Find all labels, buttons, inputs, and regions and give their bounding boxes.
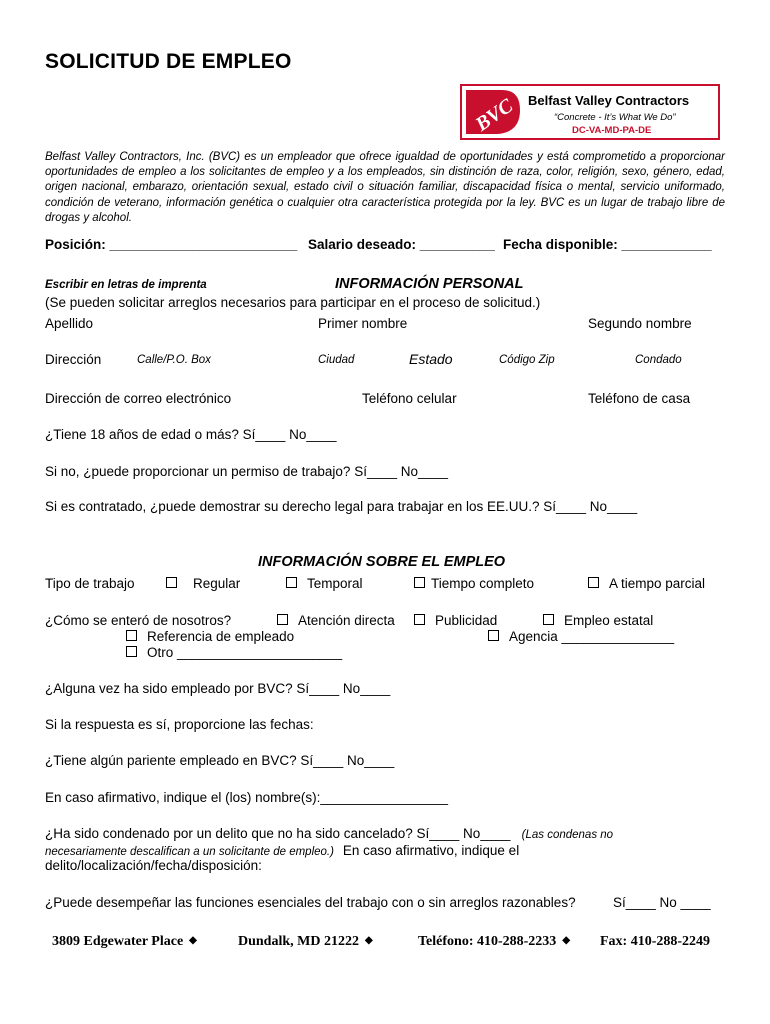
first-name-field[interactable]: Primer nombre bbox=[318, 316, 408, 331]
diamond-icon: ◆ bbox=[189, 935, 197, 946]
source-advertising[interactable] bbox=[414, 613, 497, 628]
footer-city-text: Dundalk, MD 21222 bbox=[238, 934, 359, 949]
advertising-label: Publicidad bbox=[435, 613, 498, 628]
referral-label: Referencia de empleado bbox=[147, 629, 295, 644]
conviction-details-field[interactable]: delito/localización/fecha/disposición: bbox=[45, 858, 262, 873]
checkbox-icon[interactable] bbox=[286, 577, 297, 588]
diamond-icon: ◆ bbox=[364, 935, 373, 946]
footer-fax: Fax: 410-288-2249 bbox=[600, 934, 711, 949]
street-field[interactable]: Calle/P.O. Box bbox=[137, 354, 211, 366]
conviction-tail: En caso afirmativo, indique el bbox=[342, 843, 520, 858]
source-agency[interactable] bbox=[488, 629, 674, 644]
relative-question[interactable]: ¿Tiene algún pariente empleado en BVC? Sí____ No____ bbox=[45, 753, 395, 768]
source-direct[interactable] bbox=[277, 613, 395, 628]
accommodation-note: (Se pueden solicitar arreglos necesarios para participar en el proceso de solicitud.) bbox=[45, 295, 541, 310]
state-job-label: Empleo estatal bbox=[564, 613, 654, 628]
personal-info-heading: INFORMACIÓN PERSONAL bbox=[335, 276, 524, 292]
source-state-job[interactable] bbox=[543, 613, 653, 628]
conviction-note: (Las condenas no bbox=[521, 829, 614, 841]
home-phone-field[interactable]: Teléfono de casa bbox=[588, 391, 691, 406]
logo-slogan: “Concrete - It’s What We Do” bbox=[554, 112, 676, 123]
position-field[interactable]: Posición: _________________________ bbox=[45, 237, 298, 252]
job-type-full-time[interactable] bbox=[414, 576, 534, 591]
work-permit-question[interactable]: Si no, ¿puede proporcionar un permiso de trabajo? Sí____ No____ bbox=[45, 464, 449, 479]
job-type-label: Tipo de trabajo bbox=[45, 576, 135, 591]
temporary-label: Temporal bbox=[307, 576, 363, 591]
logo-company-name: Belfast Valley Contractors bbox=[528, 93, 690, 108]
logo-states: DC-VA-MD-PA-DE bbox=[572, 125, 652, 136]
job-type-temporary[interactable] bbox=[286, 576, 363, 591]
eeo-statement: Belfast Valley Contractors, Inc. (BVC) es un empleador que ofrece igualdad de oportunidades y está comprometido a proporcionar oportunidades de empleo a los solicitantes de empleo y a los empleados, sin distinción de raza, color, religión, sexo, género, edad, origen nacional, embarazo, orientación sexual, estado civil o situación familiar, discapacidad física o mental, servicio uniformado, condición de veterano, información genética o cualquier otra característica protegida por la ley. BVC es un lugar de trabajo libre de drogas y alcohol. bbox=[45, 151, 725, 224]
job-type-regular[interactable] bbox=[166, 576, 240, 591]
checkbox-icon[interactable] bbox=[588, 577, 599, 588]
footer-address-text: 3809 Edgewater Place bbox=[52, 934, 184, 949]
source-referral[interactable] bbox=[126, 629, 294, 644]
part-time-label: A tiempo parcial bbox=[609, 576, 706, 591]
available-date-field[interactable]: Fecha disponible: ____________ bbox=[503, 237, 712, 252]
checkbox-icon[interactable] bbox=[126, 646, 137, 657]
footer-phone-text: Teléfono: 410-288-2233 bbox=[418, 934, 557, 949]
logo-graphic bbox=[462, 86, 718, 138]
page-title: SOLICITUD DE EMPLEO bbox=[45, 50, 292, 73]
footer-phone bbox=[418, 934, 570, 950]
conviction-note-2: necesariamente descalifican a un solicitante de empleo.) bbox=[45, 846, 334, 858]
source-other[interactable] bbox=[126, 645, 342, 660]
county-field[interactable]: Condado bbox=[635, 354, 682, 366]
print-note: Escribir en letras de imprenta bbox=[45, 279, 207, 291]
checkbox-icon[interactable] bbox=[414, 614, 425, 625]
address-label: Dirección bbox=[45, 352, 102, 367]
employment-dates-question[interactable]: Si la respuesta es sí, proporcione las fechas: bbox=[45, 717, 314, 732]
conviction-question-text: ¿Ha sido condenado por un delito que no ha sido cancelado? Sí____ No____ bbox=[45, 826, 511, 841]
footer-address bbox=[52, 934, 197, 950]
legal-right-question[interactable]: Si es contratado, ¿puede demostrar su derecho legal para trabajar en los EE.UU.? Sí____ No____ bbox=[45, 499, 638, 514]
zip-field[interactable]: Código Zip bbox=[499, 354, 555, 366]
company-logo bbox=[460, 84, 720, 140]
last-name-field[interactable]: Apellido bbox=[45, 316, 94, 331]
how-heard-label: ¿Cómo se enteró de nosotros? bbox=[45, 613, 232, 628]
direct-label: Atención directa bbox=[298, 613, 395, 628]
logo-badge: BVC bbox=[471, 94, 518, 136]
prior-employment-question[interactable]: ¿Alguna vez ha sido empleado por BVC? Sí____ No____ bbox=[45, 681, 391, 696]
regular-label: Regular bbox=[193, 576, 241, 591]
relative-names-field[interactable]: En caso afirmativo, indique el (los) nombre(s):_________________ bbox=[45, 790, 448, 805]
age-question[interactable]: ¿Tiene 18 años de edad o más? Sí____ No____ bbox=[45, 427, 337, 442]
footer-city bbox=[238, 934, 373, 950]
email-field[interactable]: Dirección de correo electrónico bbox=[45, 391, 232, 406]
checkbox-icon[interactable] bbox=[166, 577, 177, 588]
diamond-icon: ◆ bbox=[562, 935, 571, 946]
checkbox-icon[interactable] bbox=[543, 614, 554, 625]
full-time-label: Tiempo completo bbox=[431, 576, 535, 591]
middle-name-field[interactable]: Segundo nombre bbox=[588, 316, 692, 331]
checkbox-icon[interactable] bbox=[126, 630, 137, 641]
conviction-question[interactable] bbox=[45, 826, 613, 841]
salary-field[interactable]: Salario deseado: __________ bbox=[308, 237, 495, 252]
city-field[interactable]: Ciudad bbox=[318, 354, 355, 366]
checkbox-icon[interactable] bbox=[488, 630, 499, 641]
agency-label: Agencia _______________ bbox=[509, 629, 675, 644]
checkbox-icon[interactable] bbox=[414, 577, 425, 588]
state-field[interactable]: Estado bbox=[409, 351, 453, 367]
employment-info-heading: INFORMACIÓN SOBRE EL EMPLEO bbox=[258, 554, 506, 570]
essential-functions-question: ¿Puede desempeñar las funciones esenciales del trabajo con o sin arreglos razonables? bbox=[45, 895, 576, 910]
checkbox-icon[interactable] bbox=[277, 614, 288, 625]
other-label: Otro ______________________ bbox=[147, 645, 343, 660]
job-type-part-time[interactable] bbox=[588, 576, 705, 591]
cell-phone-field[interactable]: Teléfono celular bbox=[362, 391, 457, 406]
essential-functions-answer[interactable]: Sí____ No ____ bbox=[613, 895, 711, 910]
